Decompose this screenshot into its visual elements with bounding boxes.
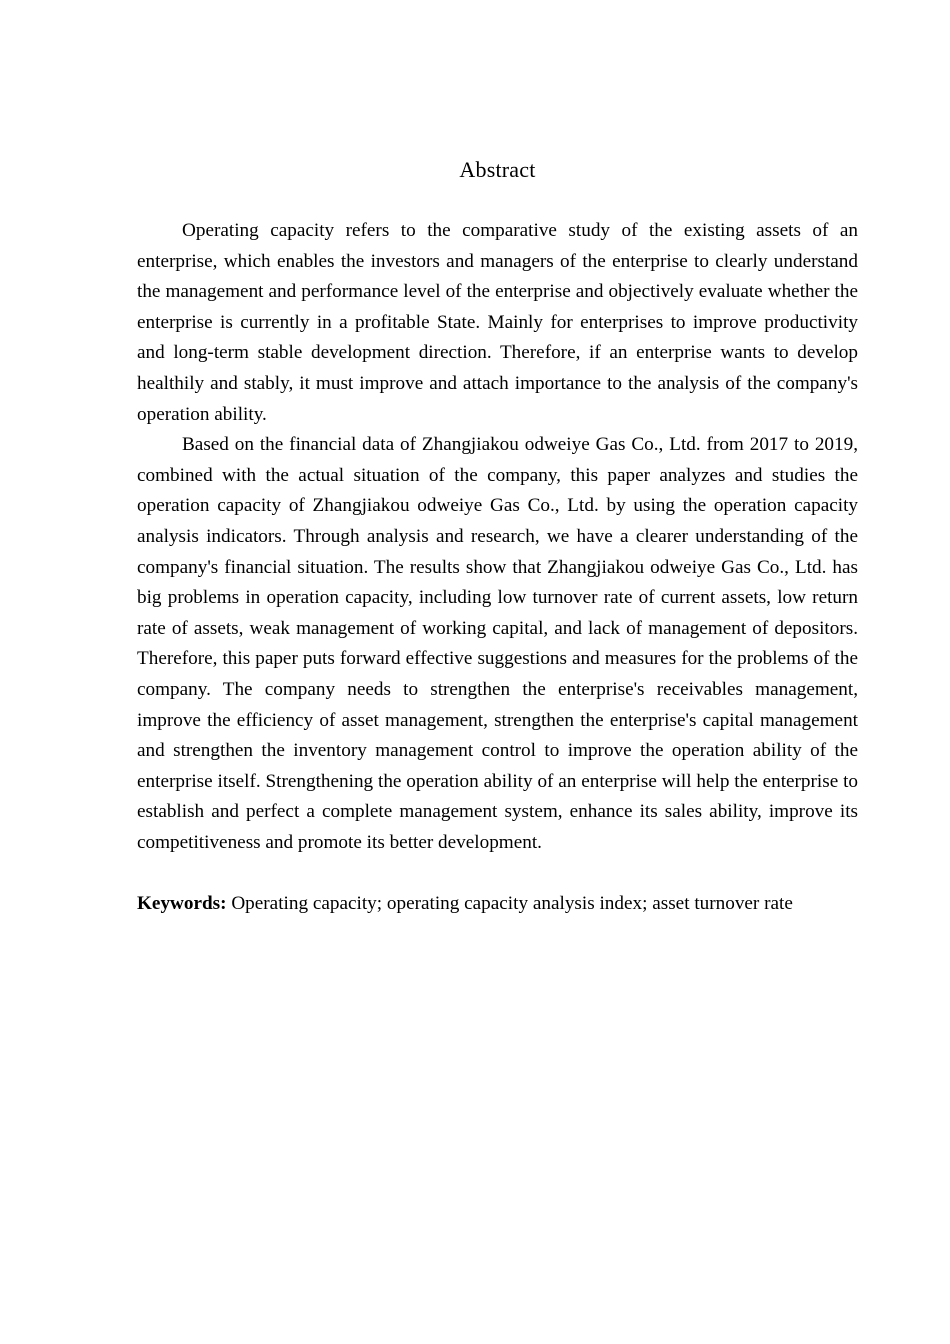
abstract-paragraph-1: Operating capacity refers to the comparative study of the existing assets of an enterprise, which enables the investors and managers of the enterprise to clearly understand the management and performance level of the enterprise and objectively evaluate whether the enterprise is currently in a profitable State. Mainly for enterprises to improve productivity and long-term stable development direction. Therefore, if an enterprise wants to develop healthily and stably, it must improve and attach importance to the analysis of the company's operation ability. [137,220,858,425]
keywords-line [137,858,858,919]
keywords-value: Operating capacity; operating capacity analysis index; asset turnover rate [231,893,793,915]
page-title: Abstract [459,157,536,182]
keywords-label: Keywords: [137,893,227,915]
page-content [137,0,858,920]
abstract-body [137,185,858,920]
abstract-paragraph-2: Based on the financial data of Zhangjiakou odweiye Gas Co., Ltd. from 2017 to 2019, combined with the actual situation of the company, this paper analyzes and studies the operation capacity of Zhangjiakou odweiye Gas Co., Ltd. by using the operation capacity analysis indicators. Through analysis and research, we have a clearer understanding of the company's financial situation. The results show that Zhangjiakou odweiye Gas Co., Ltd. has big problems in operation capacity, including low turnover rate of current assets, low return rate of assets, weak management of working capital, and lack of management of depositors. Therefore, this paper puts forward effective suggestions and measures for the problems of the company. The company needs to strengthen the enterprise's receivables management, improve the efficiency of asset management, strengthen the enterprise's capital management and strengthen the inventory management control to improve the operation ability of the enterprise itself. Strengthening the operation ability of an enterprise will help the enterprise to establish and perfect a complete management system, enhance its sales ability, improve its competitiveness and promote its better development. [137,434,858,853]
